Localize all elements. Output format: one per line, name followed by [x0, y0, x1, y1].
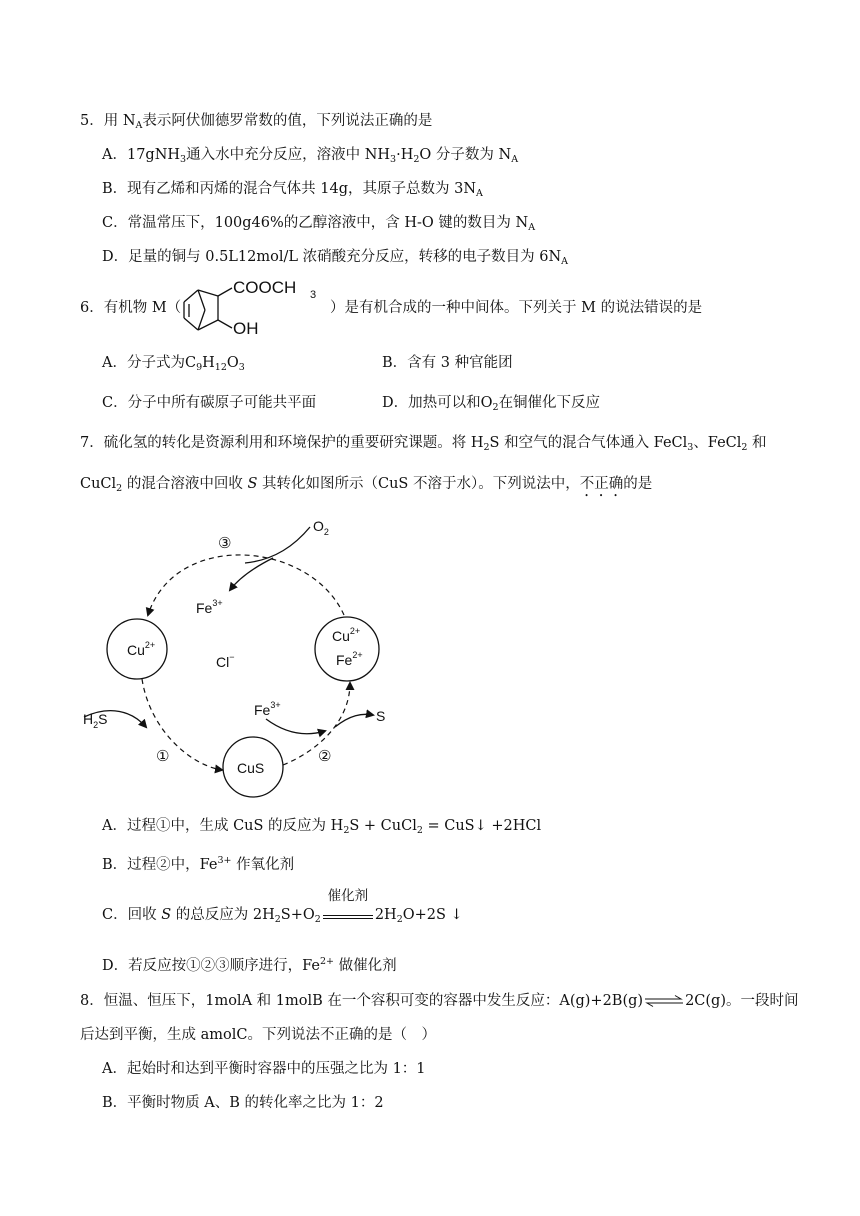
cl-ion-label: Cl−: [216, 652, 235, 670]
cooch3-label: COOCH: [233, 278, 297, 297]
q5-option-b: B．现有乙烯和丙烯的混合气体共 14g，其原子总数为 $3N_A$: [102, 181, 483, 199]
q5-option-a: A．17gNH$_3$通入水中充分反应，溶液中 $NH_3\cdot H_2O$ 分子数为 $N_A$: [102, 147, 519, 165]
q7-option-c: C．回收 S 的总反应为 $2H_2S+O_2$ 催化剂 $2H_2O+2S$ ↓: [102, 888, 463, 925]
cu2-label: $Cu^{2+}$: [127, 640, 156, 658]
q7-stem-line1: 7．硫化氢的转化是资源利用和环境保护的重要研究课题。将 $H_2S$ 和空气的混合气体通入 FeCl$_3$、FeCl$_2$ 和: [80, 435, 767, 453]
q8-stem-line1: 8．恒温、恒压下，1molA 和 1molB 在一个容积可变的容器中发生反应：A(g)+2B(g) 2C(g)。一段时间: [80, 993, 799, 1009]
step3-label: ③: [218, 535, 232, 552]
equilibrium-arrow: [644, 995, 684, 1007]
step1-label: ①: [156, 748, 170, 765]
h2s-label: $H_2S$: [83, 711, 108, 730]
q6-option-a: A．分子式为$C_9H_{12}O_3$: [102, 355, 245, 373]
emphasized-not-correct: 不正确: [579, 476, 624, 492]
q5-stem: 5．用 $N_A$表示阿伏伽德罗常数的值，下列说法正确的是: [80, 113, 433, 131]
s-product-label: S: [376, 708, 386, 724]
q6-stem-end: ）是有机合成的一种中间体。下列关于 M 的说法错误的是: [330, 300, 703, 316]
cooch3-subscript: 3: [310, 289, 317, 301]
fe3-mid-label: $Fe^{3+}$: [254, 700, 281, 718]
oh-label: OH: [233, 319, 259, 338]
cus-label: CuS: [237, 760, 265, 776]
fe2-label: $Fe^{2+}$: [336, 650, 363, 668]
q8-stem-line2: 后达到平衡，生成 amolC。下列说法不正确的是（ ）: [80, 1027, 436, 1043]
q7-option-b: B．过程②中，$Fe^{3+}$ 作氧化剂: [102, 855, 295, 873]
q6-stem-start: 6．有机物 M（: [80, 300, 182, 316]
q5-option-d: D．足量的铜与 0.5L12mol/L 浓硝酸充分反应，转移的电子数目为 $6N_A$: [102, 249, 569, 267]
q8-option-b: B．平衡时物质 A、B 的转化率之比为 1：2: [102, 1095, 384, 1111]
q5-option-c: C．常温常压下，100g46%的乙醇溶液中，含 H-O 键的数目为 $N_A$: [102, 215, 536, 233]
o2-label: $O_2$: [313, 518, 329, 537]
q7-option-a: A．过程①中，生成 CuS 的反应为 $H_2S$ + CuCl$_2$ = CuS↓ +2HCl: [102, 818, 542, 836]
cycle-diagram: [70, 505, 410, 800]
cu-fe-circle: [315, 617, 379, 681]
fe3-top-label: $Fe^{3+}$: [196, 598, 223, 616]
q7-option-d: D．若反应按①②③顺序进行，$Fe^{2+}$ 做催化剂: [102, 956, 397, 974]
cu2-right-label: $Cu^{2+}$: [332, 626, 361, 644]
q6-option-b: B．含有 3 种官能团: [382, 355, 513, 371]
q8-option-a: A．起始时和达到平衡时容器中的压强之比为 1：1: [102, 1061, 426, 1077]
catalyst-condition: 催化剂: [323, 907, 373, 919]
q6-option-c: C．分子中所有碳原子可能共平面: [102, 395, 317, 411]
q6-structure-diagram: [176, 272, 336, 340]
step2-label: ②: [318, 748, 332, 765]
q6-option-d: D．加热可以和$O_2$在铜催化下反应: [382, 395, 601, 413]
q7-stem-line2: CuCl$_2$ 的混合溶液中回收 S 其转化如图所示（CuS 不溶于水）。下列说法中，不正确的是: [80, 476, 653, 494]
